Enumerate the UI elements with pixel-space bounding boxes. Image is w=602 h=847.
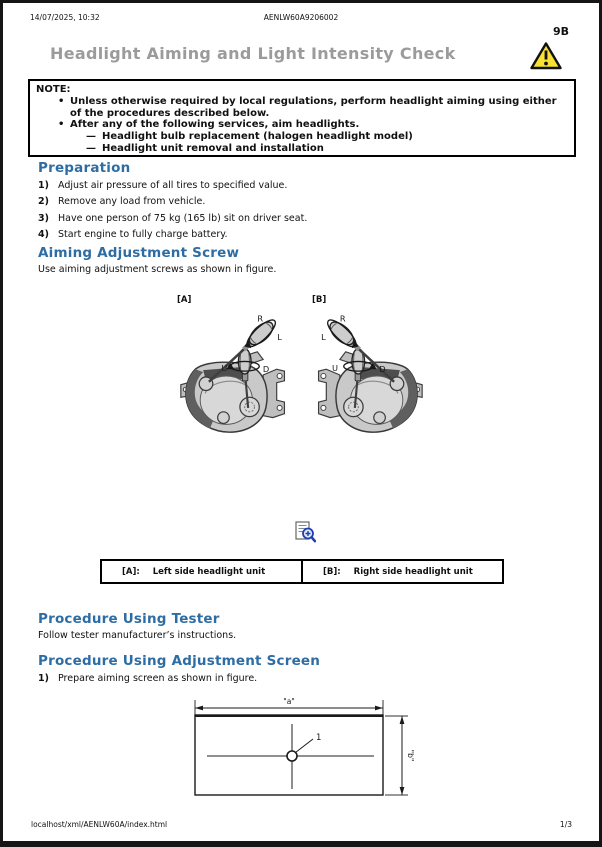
legend-value-a: Left side headlight unit (152, 566, 266, 577)
legend-key-a: [A]: (122, 566, 140, 577)
figure-label-b: [B] (312, 295, 327, 305)
rotate-right-label: R (339, 313, 346, 324)
headlight-diagram-right (305, 311, 427, 439)
note-item-text: After any of the following services, aim headlights. (70, 119, 360, 131)
prep-step-3 (38, 213, 307, 224)
step-text: Remove any load from vehicle. (58, 196, 206, 207)
aiming-intro-text: Use aiming adjustment screws as shown in figure. (38, 264, 277, 275)
prep-step-4 (38, 229, 228, 240)
step-number: 3) (38, 213, 49, 224)
document-code: AENLW60A9206002 (263, 13, 339, 22)
step-number: 4) (38, 229, 49, 240)
footer-page-number: 1/3 (559, 820, 572, 829)
adjustment-screen-step-1 (38, 673, 257, 684)
note-item (58, 119, 568, 131)
rotate-left-label: L (321, 332, 326, 343)
bullet-marker: • (58, 95, 65, 107)
step-text: Start engine to fully charge battery. (58, 229, 228, 240)
note-sub-text: Headlight bulb replacement (halogen headlight model) (102, 131, 413, 143)
note-sub-item (86, 143, 568, 155)
rotate-left-label: L (277, 332, 282, 343)
bullet-marker: • (58, 119, 65, 131)
step-text: Prepare aiming screen as shown in figure. (58, 673, 258, 684)
note-sub-item (86, 131, 568, 143)
heading-aiming-adjustment-screw: Aiming Adjustment Screw (38, 245, 240, 261)
note-box (28, 79, 576, 157)
figure-label-a: [A] (177, 295, 192, 305)
heading-preparation: Preparation (38, 160, 131, 176)
heading-procedure-adjustment-screen: Procedure Using Adjustment Screen (38, 653, 321, 669)
up-label: U (221, 363, 228, 374)
warning-triangle-icon (530, 41, 562, 71)
headlight-unit-art-mirrored (319, 313, 423, 433)
legend-value-b: Right side headlight unit (353, 566, 473, 577)
up-label: U (332, 363, 339, 374)
step-number: 1) (38, 673, 49, 684)
tester-body-text: Follow tester manufacturer’s instructions. (38, 630, 237, 641)
step-number: 2) (38, 196, 49, 207)
footer-url: localhost/xml/AENLW60A/index.html (31, 820, 168, 829)
legend-key-b: [B]: (323, 566, 341, 577)
figure-legend-table (100, 559, 504, 584)
page-title: Headlight Aiming and Light Intensity Check (50, 44, 456, 63)
headlight-diagram-left (176, 311, 298, 439)
step-number: 1) (38, 180, 49, 191)
print-datetime: 14/07/2025, 10:32 (30, 13, 100, 22)
step-text: Have one person of 75 kg (165 lb) sit on driver seat. (58, 213, 308, 224)
down-label: D (262, 364, 270, 375)
note-item (58, 96, 568, 120)
note-item-text: Unless otherwise required by local regulations, perform headlight aiming using either of the procedures described below. (70, 95, 557, 119)
note-sub-text: Headlight unit removal and installation (102, 142, 324, 154)
dimension-b-label: "b" (406, 749, 415, 762)
aiming-screen-diagram (180, 692, 420, 804)
section-tab-code: 9B (552, 25, 569, 38)
dash-marker: — (86, 131, 96, 143)
dash-marker: — (86, 142, 96, 154)
callout-1-label: 1 (316, 733, 322, 743)
down-label: D (379, 364, 386, 375)
prep-step-1 (38, 180, 287, 191)
prep-step-2 (38, 196, 205, 207)
zoom-figure-button[interactable] (295, 521, 316, 544)
rotate-right-label: R (257, 313, 264, 324)
step-text: Adjust air pressure of all tires to specified value. (58, 180, 288, 191)
heading-procedure-tester: Procedure Using Tester (38, 611, 220, 627)
note-label: NOTE: (36, 84, 71, 95)
legend-cell-b (303, 561, 502, 582)
dimension-a-label: "a" (283, 697, 295, 706)
legend-cell-a (102, 561, 303, 582)
